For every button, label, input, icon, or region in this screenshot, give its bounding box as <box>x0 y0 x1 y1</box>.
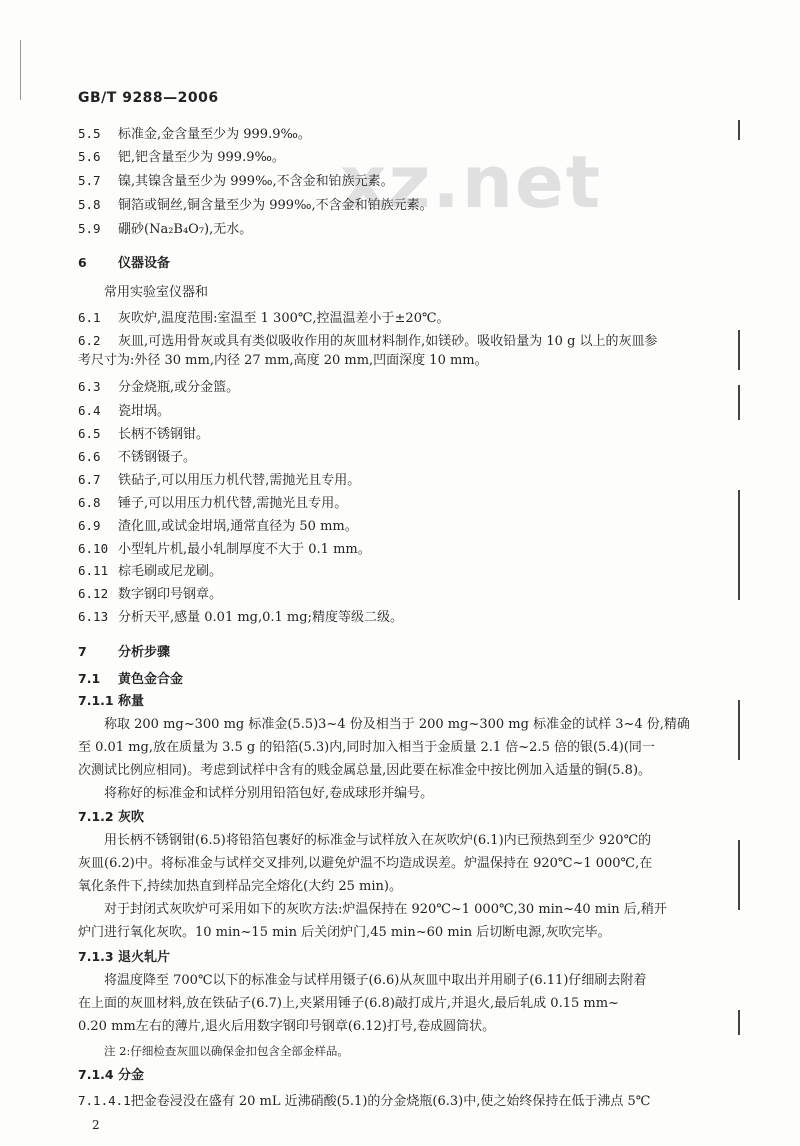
clause-number: 5.5 <box>78 126 101 141</box>
clause-number: 6.10 <box>78 541 109 556</box>
text-line <box>104 832 651 850</box>
clause-number: 6.5 <box>78 426 101 441</box>
scan-edge-mark <box>20 40 21 100</box>
text-line <box>78 1092 650 1111</box>
clause-number: 6.8 <box>78 495 101 510</box>
note-line <box>104 1042 349 1060</box>
text-line <box>78 378 239 397</box>
scan-artifact-bar <box>738 700 740 760</box>
clause-number: 7.1.4 <box>78 1067 114 1082</box>
section-heading <box>78 1066 144 1085</box>
clause-number: 7.1.3 <box>78 949 114 964</box>
line-text: 镍,其镍含量至少为 999‰,不含金和铂族元素。 <box>118 174 394 189</box>
text-line <box>78 332 658 351</box>
page-number: 2 <box>92 1118 100 1132</box>
text-line <box>78 878 402 896</box>
text-line <box>104 284 208 302</box>
line-text: 锤子,可以用压力机代替,需抛光且专用。 <box>118 496 348 511</box>
line-text: 标准金,金含量至少为 999.9‰。 <box>118 127 311 142</box>
line-text: 分金 <box>118 1068 145 1083</box>
line-text: 称量 <box>118 694 145 709</box>
line-text: 注 2:仔细检查灰皿以确保金扣包含全部金样品。 <box>104 1044 349 1058</box>
text-line <box>78 309 450 328</box>
text-line <box>78 562 222 581</box>
line-text: 炉门进行氧化灰吹。10 min~15 min 后关闭炉门,45 min~60 min 后切断电源,灰吹完毕。 <box>78 925 611 940</box>
line-text: 常用实验室仪器和 <box>104 285 209 300</box>
clause-number: 7.1 <box>78 671 101 686</box>
scan-artifact-bar <box>738 840 740 910</box>
line-text: 对于封闭式灰吹炉可采用如下的灰吹方法:炉温保持在 920℃~1 000℃,30 min~40 min 后,稍开 <box>104 902 667 917</box>
standard-code-header: GB/T 9288—2006 <box>78 90 219 106</box>
line-text: 瓷坩埚。 <box>118 404 171 419</box>
line-text: 0.20 mm左右的薄片,退火后用数字钢印号钢章(6.12)打号,卷成圆筒状。 <box>78 1019 496 1034</box>
text-line <box>78 196 433 215</box>
line-text: 灰吹 <box>118 810 145 825</box>
line-text: 数字钢印号钢章。 <box>118 587 223 602</box>
text-line <box>78 1018 495 1036</box>
clause-number: 6.11 <box>78 563 109 578</box>
clause-number: 7.1.1 <box>78 693 114 708</box>
text-line <box>78 448 196 467</box>
line-text: 钯,钯含量至少为 999.9‰。 <box>118 150 285 165</box>
clause-number: 6.9 <box>78 518 101 533</box>
text-line <box>104 785 433 803</box>
clause-number: 6.4 <box>78 403 101 418</box>
text-line <box>78 608 403 627</box>
text-line <box>78 220 252 239</box>
line-text: 氧化条件下,持续加热直到样品完全熔化(大约 25 min)。 <box>78 879 402 894</box>
clause-number: 5.7 <box>78 173 101 188</box>
line-text: 称取 200 mg~300 mg 标准金(5.5)3~4 份及相当于 200 mg~300 mg 标准金的试样 3~4 份,精确 <box>104 717 690 732</box>
clause-number: 6.1 <box>78 310 101 325</box>
scan-artifact-bar <box>738 330 740 370</box>
line-text: 退火轧片 <box>118 950 171 965</box>
clause-number: 7.1.4.1 <box>78 1093 131 1108</box>
line-text: 在上面的灰皿材料,放在铁砧子(6.7)上,夹紧用锤子(6.8)敲打成片,并退火,最后轧成 0.15 mm~ <box>78 996 619 1011</box>
text-line <box>78 924 610 942</box>
text-line <box>78 517 358 536</box>
line-text: 分析步骤 <box>118 645 171 660</box>
text-line <box>78 352 488 370</box>
text-line <box>104 972 646 990</box>
section-heading <box>78 254 170 273</box>
clause-number: 7.1.2 <box>78 809 114 824</box>
clause-number: 6 <box>78 255 87 270</box>
clause-number: 5.6 <box>78 149 101 164</box>
line-text: 灰皿,可选用骨灰或具有类似吸收作用的灰皿材料制作,如镁砂。吸收铅量为 10 g 以上的灰皿参 <box>118 334 658 349</box>
line-text: 不锈钢镊子。 <box>118 450 197 465</box>
section-heading <box>78 808 144 827</box>
clause-number: 6.7 <box>78 472 101 487</box>
text-line <box>104 901 667 919</box>
text-line <box>78 540 371 559</box>
clause-number: 5.9 <box>78 221 101 236</box>
text-line <box>78 402 170 421</box>
line-text: 仪器设备 <box>118 256 171 271</box>
section-heading <box>78 948 170 967</box>
section-heading <box>78 670 183 689</box>
line-text: 至 0.01 mg,放在质量为 3.5 g 的铅箔(5.3)内,同时加入相当于金质量 2.1 倍~2.5 倍的银(5.4)(同一 <box>78 740 655 755</box>
clause-number: 6.3 <box>78 379 101 394</box>
clause-number: 6.2 <box>78 333 101 348</box>
line-text: 小型轧片机,最小轧制厚度不大于 0.1 mm。 <box>118 542 371 557</box>
scan-artifact-bar <box>738 120 740 140</box>
scan-artifact-bar <box>738 490 740 600</box>
line-text: 考尺寸为:外径 30 mm,内径 27 mm,高度 20 mm,凹面深度 10 mm。 <box>78 353 488 368</box>
line-text: 渣化皿,或试金坩埚,通常直径为 50 mm。 <box>118 519 358 534</box>
line-text: 黄色金合金 <box>118 672 184 687</box>
clause-number: 6.6 <box>78 449 101 464</box>
scan-artifact-bar <box>738 1010 740 1035</box>
line-text: 铜箔或铜丝,铜含量至少为 999‰,不含金和铂族元素。 <box>118 198 433 213</box>
text-line <box>78 585 222 604</box>
line-text: 用长柄不锈钢钳(6.5)将铅箔包裹好的标准金与试样放入在灰吹炉(6.1)内已预热到至少 920℃的 <box>104 833 652 848</box>
clause-number: 5.8 <box>78 197 101 212</box>
line-text: 将称好的标准金和试样分别用铅箔包好,卷成球形并编号。 <box>104 786 434 801</box>
line-text: 分金烧瓶,或分金篮。 <box>118 380 240 395</box>
text-line <box>78 125 311 144</box>
line-text: 铁砧子,可以用压力机代替,需抛光且专用。 <box>118 473 361 488</box>
clause-number: 7 <box>78 644 87 659</box>
line-text: 次测试比例应相同)。考虑到试样中含有的贱金属总量,因此要在标准金中按比例加入适量的铜(5.8)。 <box>78 763 652 778</box>
section-heading <box>78 692 144 711</box>
line-text: 长柄不锈钢钳。 <box>118 427 210 442</box>
clause-number: 6.13 <box>78 609 109 624</box>
text-line <box>78 762 651 780</box>
clause-number: 6.12 <box>78 586 109 601</box>
line-text: 将温度降至 700℃以下的标准金与试样用镊子(6.6)从灰皿中取出并用刷子(6.11)仔细刷去附着 <box>104 973 647 988</box>
text-line <box>78 172 394 191</box>
text-line <box>78 739 655 757</box>
text-line <box>78 148 285 167</box>
line-text: 灰吹炉,温度范围:室温至 1 300℃,控温温差小于±20℃。 <box>118 311 450 326</box>
text-line <box>78 425 209 444</box>
watermark: xz.net <box>340 140 603 224</box>
line-text: 分析天平,感量 0.01 mg,0.1 mg;精度等级二级。 <box>118 610 403 625</box>
text-line <box>78 494 347 513</box>
text-line <box>104 716 690 734</box>
line-text: 把金卷浸没在盛有 20 mL 近沸硝酸(5.1)的分金烧瓶(6.3)中,使之始终保持在低于沸点 5℃ <box>130 1094 651 1109</box>
text-line <box>78 471 360 490</box>
scan-artifact-bar <box>738 385 740 420</box>
line-text: 硼砂(Na₂B₄O₇),无水。 <box>118 222 253 237</box>
section-heading <box>78 643 170 662</box>
text-line <box>78 995 619 1013</box>
text-line <box>78 855 652 873</box>
line-text: 棕毛刷或尼龙刷。 <box>118 564 223 579</box>
line-text: 灰皿(6.2)中。将标准金与试样交叉排列,以避免炉温不均造成误差。炉温保持在 920℃~1 000℃,在 <box>78 856 653 871</box>
